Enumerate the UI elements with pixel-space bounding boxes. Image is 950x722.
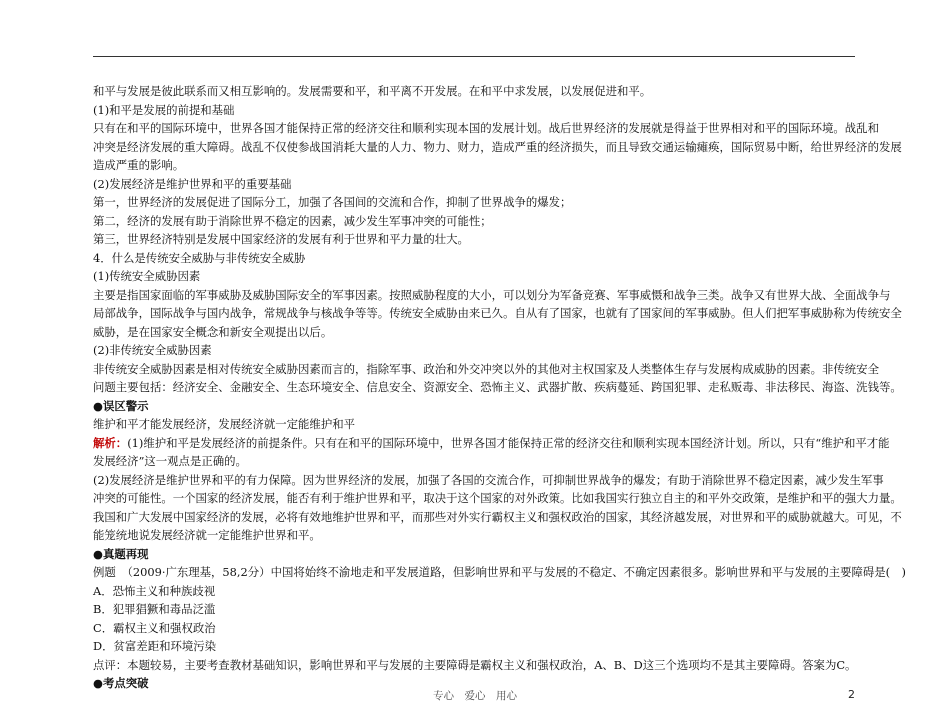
option-a: A．恐怖主义和种族歧视	[93, 583, 216, 598]
paragraph-line: 只有在和平的国际环境中，世界各国才能保持正常的经济交往和顺利实现本国的发展计划。战后世界经济的发展就是得益于世界相对和平的国际环境。战乱和	[93, 121, 879, 135]
paragraph-line: 冲突是经济发展的重大障碍。战乱不仅使参战国消耗大量的人力、物力、财力，造成严重的经济损失，而且导致交通运输瘫痪，国际贸易中断，给世界经济的发展	[93, 139, 902, 154]
paragraph-line: 造成严重的影响。	[93, 158, 185, 172]
page-number: 2	[848, 688, 855, 701]
analysis-label: 解析：	[93, 435, 128, 450]
option-b: B．犯罪猖獗和毒品泛滥	[93, 602, 216, 616]
document-body	[93, 82, 906, 693]
exam-question: 例题 （2009·广东理基，58,2分）中国将始终不渝地走和平发展道路，但影响世界和平与发展的不稳定、不确定因素很多。影响世界和平与发展的主要障碍是( )	[93, 565, 906, 579]
paragraph-line: 冲突的可能性。一个国家的经济发展，能否有利于维护世界和平，取决于这个国家的对外政策。比如我国实行独立自主的和平外交政策，是维护和平的强大力量。	[93, 491, 902, 505]
paragraph-line: 第一，世界经济的发展促进了国际分工，加强了各国间的交流和合作，抑制了世界战争的爆发；	[93, 195, 572, 209]
paragraph-line: 第三，世界经济特别是发展中国家经济的发展有利于世界和平力量的壮大。	[93, 232, 469, 246]
paragraph-line: 第二，经济的发展有助于消除世界不稳定的因素，减少发生军事冲突的可能性；	[93, 213, 492, 228]
paragraph-line: 问题主要包括：经济安全、金融安全、生态环境安全、信息安全、资源安全、恐怖主义、武器扩散、疾病蔓延、跨国犯罪、走私贩毒、非法移民、海盗、洗钱等。	[93, 380, 902, 394]
paragraph-line: 非传统安全威胁因素是相对传统安全威胁因素而言的，指除军事、政治和外交冲突以外的其他对主权国家及人类整体生存与发展构成威胁的因素。非传统安全	[93, 361, 879, 376]
page-footer: 专心 爱心 用心	[433, 690, 517, 702]
paragraph-line: 局部战争，国际战争与国内战争，常规战争与核战争等等。传统安全威胁由来已久。自从有了国家，也就有了国家间的军事威胁。但人们把军事威胁称为传统安全	[93, 306, 902, 320]
paragraph-line: 发展经济”这一观点是正确的。	[93, 454, 247, 468]
paragraph-line: (2)发展经济是维护世界和平的有力保障。因为世界经济的发展，加强了各国的交流合作，可抑制世界战争的爆发；有助于消除世界不稳定因素，减少发生军事	[93, 472, 884, 487]
analysis-line	[93, 434, 890, 453]
option-d: D．贫富差距和环境污染	[93, 639, 217, 653]
section-heading-exam: ●真题再现	[93, 546, 149, 561]
analysis-text: (1)维护和平是发展经济的前提条件。只有在和平的国际环境中，世界各国才能保持正常的经济交往和顺利实现本国经济计划。所以，只有“维护和平才能	[127, 435, 890, 450]
section-heading: (2)发展经济是维护世界和平的重要基础	[93, 176, 292, 191]
section-heading: (2)非传统安全威胁因素	[93, 343, 212, 357]
section-heading-misconception: ●误区警示	[93, 398, 149, 413]
paragraph-line: 我国和广大发展中国家经济的发展，必将有效地维护世界和平，而那些对外实行霸权主义和强权政治的国家，其经济越发展，对世界和平的威胁就越大。可见，不	[93, 509, 902, 524]
paragraph-line: 能笼统地说发展经济就一定能维护世界和平。	[93, 528, 321, 542]
comment-line: 点评：本题较易，主要考查教材基础知识，影响世界和平与发展的主要障碍是霸权主义和强权政治，A、B、D这三个选项均不是其主要障碍。答案为C。	[93, 657, 857, 672]
paragraph-line: 威胁，是在国家安全概念和新安全观提出以后。	[93, 324, 333, 339]
paragraph-line: 维护和平才能发展经济，发展经济就一定能维护和平	[93, 417, 355, 431]
paragraph-line: 和平与发展是彼此联系而又相互影响的。发展需要和平，和平离不开发展。在和平中求发展，以发展促进和平。	[93, 84, 652, 98]
option-c: C．霸权主义和强权政治	[93, 620, 216, 635]
section-heading: (1)和平是发展的前提和基础	[93, 102, 235, 117]
header-rule	[93, 56, 855, 57]
section-heading: 4．什么是传统安全威胁与非传统安全威胁	[93, 250, 306, 265]
section-heading: (1)传统安全威胁因素	[93, 269, 201, 283]
paragraph-line: 主要是指国家面临的军事威胁及威胁国际安全的军事因素。按照威胁程度的大小，可以划分为军备竞赛、军事威慑和战争三类。战争又有世界大战、全面战争与	[93, 287, 891, 302]
section-heading-breakthrough: ●考点突破	[93, 676, 149, 690]
